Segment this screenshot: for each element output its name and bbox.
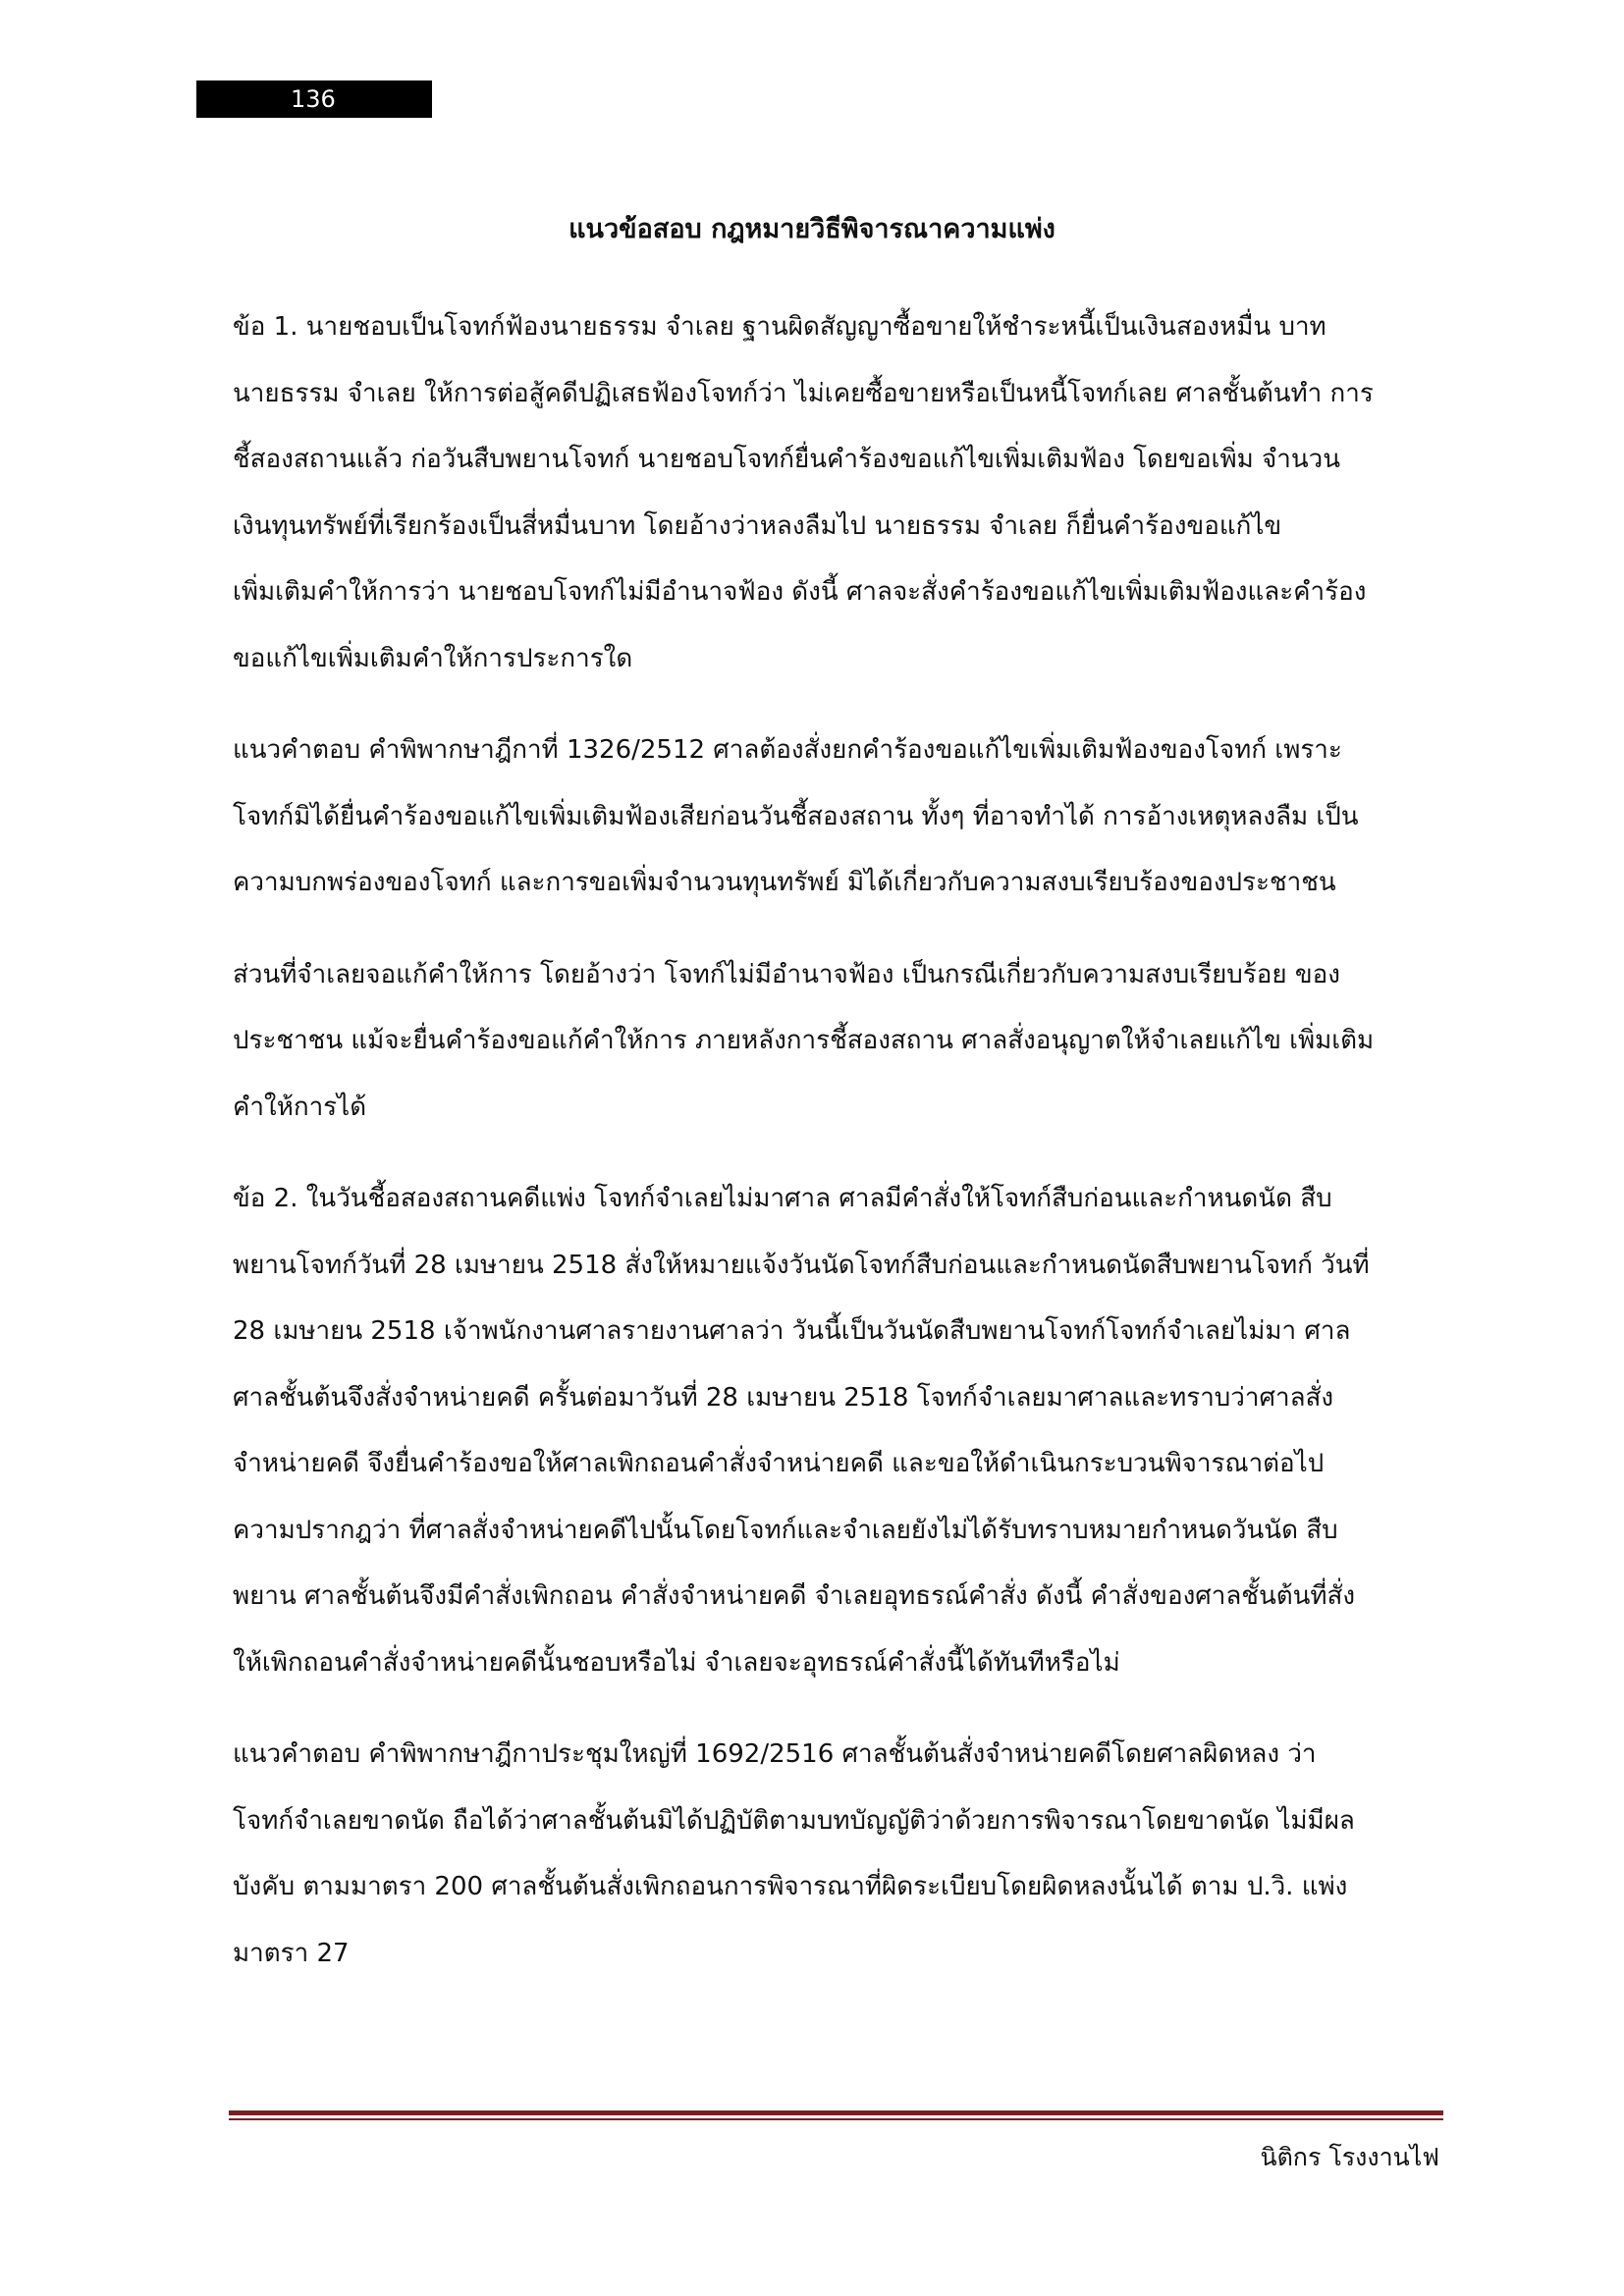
text-line: ประชาชน แม้จะยื่นคำร้องขอแก้คำให้การ ภายหลังการชี้สองสถาน ศาลสั่งอนุญาตให้จำเลยแก้ไข เพิ่มเติม — [233, 1026, 1375, 1055]
text-line: ความปรากฎว่า ที่ศาลสั่งจำหน่ายคดีไปนั้นโดยโจทก์และจำเลยยังไม่ได้รับทราบหมายกำหนดวันนัด สืบ — [233, 1515, 1338, 1545]
text-line: ขอแก้ไขเพิ่มเติมคำให้การประการใด — [233, 643, 633, 673]
text-line: ชี้สองสถานแล้ว ก่อวันสืบพยานโจทก์ นายชอบโจทก์ยื่นคำร้องขอแก้ไขเพิ่มเติมฟ้อง โดยขอเพิ่ม จำนวน — [233, 445, 1340, 474]
footer-rule-thin — [229, 2118, 1443, 2120]
paragraph — [233, 718, 1440, 917]
page-title: แนวข้อสอบ กฎหมายวิธีพิจารณาความแพ่ง — [568, 214, 1056, 244]
text-line: ข้อ 1. นายชอบเป็นโจทก์ฟ้องนายธรรม จำเลย ฐานผิดสัญญาซื้อขายให้ชำระหนี้เป็นเงินสองหมื่น บาท — [233, 312, 1326, 342]
text-line: แนวคำตอบ คำพิพากษาฎีกาประชุมใหญ่ที่ 1692/2516 ศาลชั้นต้นสั่งจำหน่ายคดีโดยศาลผิดหลง ว่า — [233, 1739, 1317, 1769]
text-line: นายธรรม จำเลย ให้การต่อสู้คดีปฏิเสธฟ้องโจทก์ว่า ไม่เคยซื้อขายหรือเป็นหนี้โจทก์เลย ศาลชั้นต้นทำ การ — [233, 378, 1374, 408]
text-line: ส่วนที่จำเลยจอแก้คำให้การ โดยอ้างว่า โจทก์ไม่มีอำนาจฟ้อง เป็นกรณีเกี่ยวกับความสงบเรียบร้อย ของ — [233, 959, 1340, 989]
text-line: โจทก์มิได้ยื่นคำร้องขอแก้ไขเพิ่มเติมฟ้องเสียก่อนวันชี้สองสถาน ทั้งๆ ที่อาจทำได้ การอ้างเหตุหลงลืม เป็น — [233, 801, 1359, 831]
paragraph — [233, 1722, 1440, 1987]
text-line: 28 เมษายน 2518 เจ้าพนักงานศาลรายงานศาลว่า วันนี้เป็นวันนัดสืบพยานโจทก์โจทก์จำเลยไม่มา ศาล — [233, 1316, 1351, 1346]
text-line: แนวคำตอบ คำพิพากษาฎีกาที่ 1326/2512 ศาลต้องสั่งยกคำร้องขอแก้ไขเพิ่มเติมฟ้องของโจทก์ เพราะ — [233, 735, 1342, 765]
paragraph — [233, 942, 1440, 1142]
text-line: คำให้การได้ — [233, 1092, 367, 1122]
text-line: มาตรา 27 — [233, 1938, 350, 1968]
text-line: พยาน ศาลชั้นต้นจึงมีคำสั่งเพิกถอน คำสั่งจำหน่ายคดี จำเลยอุทธรณ์คำสั่ง ดังนี้ คำสั่งของศาลชั้นต้นที่สั่ง — [233, 1581, 1356, 1611]
footer-rule — [229, 2110, 1443, 2115]
text-line: เพิ่มเติมคำให้การว่า นายชอบโจทก์ไม่มีอำนาจฟ้อง ดังนี้ ศาลจะสั่งคำร้องขอแก้ไขเพิ่มเติมฟ้องและคำร้อง — [233, 577, 1367, 607]
text-line: ข้อ 2. ในวันชี้อสองสถานคดีแพ่ง โจทก์จำเลยไม่มาศาล ศาลมีคำสั่งให้โจทก์สืบก่อนและกำหนดนัด สืบ — [233, 1184, 1332, 1213]
page-number: 136 — [196, 80, 432, 118]
text-line: ความบกพร่องของโจทก์ และการขอเพิ่มจำนวนทุนทรัพย์ มิได้เกี่ยวกับความสงบเรียบร้องของประชาชน — [233, 868, 1336, 897]
text-line: โจทก์จำเลยขาดนัด ถือได้ว่าศาลชั้นต้นมิได้ปฏิบัติตามบทบัญญัติว่าด้วยการพิจารณาโดยขาดนัด ไม่มีผล — [233, 1805, 1355, 1836]
text-line: เงินทุนทรัพย์ที่เรียกร้องเป็นสี่หมื่นบาท โดยอ้างว่าหลงลืมไป นายธรรม จำเลย ก็ยื่นคำร้องขอแก้ไข — [233, 510, 1282, 541]
text-line: พยานโจทก์วันที่ 28 เมษายน 2518 สั่งให้หมายแจ้งวันนัดโจทก์สืบก่อนและกำหนดนัดสืบพยานโจทก์ วันที่ — [233, 1250, 1370, 1280]
text-line: ศาลชั้นต้นจึงสั่งจำหน่ายคดี ครั้นต่อมาวันที่ 28 เมษายน 2518 โจทก์จำเลยมาศาลและทราบว่าศาลสั่ง — [233, 1382, 1334, 1413]
paragraph — [233, 294, 1440, 692]
document-body — [233, 294, 1440, 2012]
footer-author: นิติกร โรงงานไฟ — [1260, 2143, 1439, 2171]
paragraph — [233, 1166, 1440, 1696]
text-line: บังคับ ตามมาตรา 200 ศาลชั้นต้นสั่งเพิกถอนการพิจารณาที่ผิดระเบียบโดยผิดหลงนั้นได้ ตาม ป.วิ. แพ่ง — [233, 1872, 1348, 1901]
text-line: จำหน่ายคดี จึงยื่นคำร้องขอให้ศาลเพิกถอนคำสั่งจำหน่ายคดี และขอให้ดำเนินกระบวนพิจารณาต่อไป — [233, 1449, 1325, 1478]
text-line: ให้เพิกถอนคำสั่งจำหน่ายคดีนั้นชอบหรือไม่ จำเลยจะอุทธรณ์คำสั่งนี้ได้ทันทีหรือไม่ — [233, 1647, 1120, 1678]
